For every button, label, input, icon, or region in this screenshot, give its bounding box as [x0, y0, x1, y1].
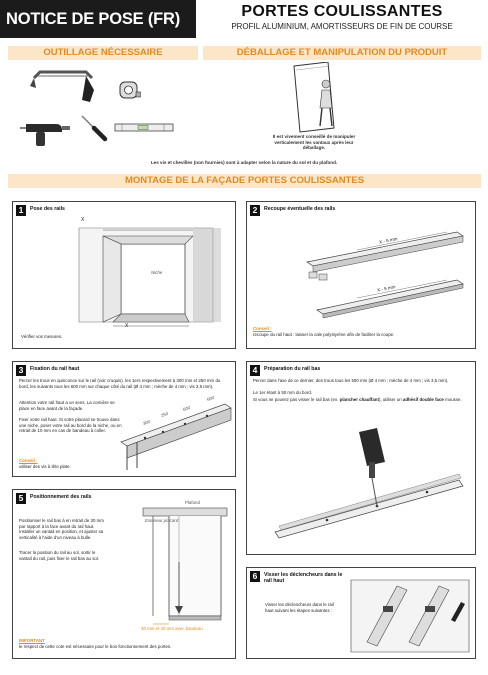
section-outillage: OUTILLAGE NÉCESSAIRE: [8, 46, 198, 60]
step-3-conseil-label: Conseil :: [19, 458, 38, 463]
step-3-text-c: Fixer votre rail haut. Si votre placard se trouve dans une niche, poser votre rail au bord de la niche, ou en retrait de 10 mm en cas de bandeau à coller.: [19, 417, 122, 434]
step-4-text-c: [253, 397, 467, 403]
step-6-box: [246, 567, 476, 659]
step-4-number: 4: [250, 365, 260, 376]
tape-measure-icon: [119, 80, 141, 100]
step-5-exterieur-label: Extérieur placard: [145, 518, 179, 523]
step-1-text: Vérifier vos mesures.: [21, 334, 63, 339]
step-5-text-b: Tracer la position du rail au sol, sortir le vantail du rail, puis fixer le rail bas au sol.: [19, 550, 100, 561]
step-3-text-b: Attention votre rail haut a un sens. La cornière se place en face avant de la façade.: [19, 400, 115, 411]
step-5-important-text: le respect de cette cote est nécessaire pour le bon fonctionnement des portes.: [19, 643, 172, 649]
step-4-text-c-pre: Si vous ne pouvez pas visser le rail bas (ex.: [253, 397, 339, 402]
step-1-niche-label: Niche: [151, 270, 163, 275]
step-3-conseil: [19, 458, 71, 469]
top-rail-diagram: [115, 392, 233, 472]
step-4-text-a: Percer dans l'axe de ce dernier, des trous tous les 500 mm (Ø 4 mm ; mèche de 4 mm ; vis 3,5 mm).: [253, 378, 449, 383]
step-5-text-a: Positionner le rail bas à en retrait de 30 mm par rapport à la face avant du rail haut. Installer un vantail en position, et ajuster sa verticalité à l'aide d'un niveau à bulle.: [19, 518, 104, 541]
step-3-dim-600b: 600: [206, 394, 215, 403]
header: [0, 0, 488, 38]
product-subtitle: PROFIL ALUMINIUM, AMORTISSEURS DE FIN DE COURSE: [231, 22, 453, 31]
drill-icon: [18, 116, 72, 148]
step-1-box: [12, 201, 236, 349]
step-1-number: 1: [16, 205, 26, 216]
step-3-conseil-text: utiliser des vis à tête plate.: [19, 463, 71, 469]
step-2-conseil-text: recoupe du rail haut : laisser la cale polystyrène afin de faciliter la coupe.: [253, 331, 395, 337]
step-6-text: Visser les déclencheurs dans le rail haut suivant les étapes suivantes :: [265, 602, 334, 613]
hacksaw-icon: [28, 66, 100, 108]
step-3-dim-250: 250: [160, 410, 169, 419]
step-3-dim-600a: 600: [182, 404, 191, 413]
step-4-text-c-bold: plancher chauffant: [339, 397, 379, 402]
step-1-title: Pose des rails: [30, 206, 65, 212]
step-4-title: Préparation du rail bas: [264, 366, 321, 372]
step-4-text-c-end: mousse.: [445, 397, 462, 402]
rail-cut-diagram: [297, 222, 467, 322]
deballage-note: Il est vivement conseillé de manipuler verticalement les vantaux après leur déballage.: [272, 134, 356, 151]
section-montage: MONTAGE DE LA FAÇADE PORTES COULISSANTES: [8, 174, 481, 188]
step-2-dim-a: X - 5 mm: [378, 236, 398, 245]
step-3-title: Fixation du rail haut: [30, 366, 80, 372]
step-5-important: [19, 638, 171, 649]
screwdriver-icon: [80, 114, 108, 142]
person-carrying-panel-icon: [284, 62, 344, 134]
level-icon: [114, 122, 174, 134]
product-title-block: [196, 0, 488, 38]
step-3-dim-300: 300: [142, 418, 151, 427]
bottom-rail-drill-diagram: [267, 422, 467, 542]
triggers-diagram: [347, 572, 473, 656]
step-2-conseil-label: Conseil :: [253, 326, 272, 331]
step-1-x-bottom: X: [125, 323, 129, 329]
step-2-dim-b: X - 5 mm: [376, 284, 396, 293]
step-5-important-label: IMPORTANT: [19, 638, 45, 643]
step-5-number: 5: [16, 493, 26, 504]
step-5-dim-label: 30 mm et 40 mm avec bandeau: [141, 626, 203, 631]
step-1-x-top: X: [81, 217, 85, 223]
notice-title: NOTICE DE POSE (FR): [0, 0, 196, 38]
step-4-box: [246, 361, 476, 555]
step-3-box: [12, 361, 236, 477]
step-2-number: 2: [250, 205, 260, 216]
step-4-text-c-bold2: adhésif double face: [402, 397, 444, 402]
step-6-title: Visser les déclencheurs dans le rail haut: [264, 572, 343, 584]
step-6-number: 6: [250, 571, 260, 582]
step-4-text-c-mid: ), utiliser un: [378, 397, 402, 402]
step-2-title: Recoupe éventuelle des rails: [264, 206, 336, 212]
step-3-text-a: Percer les trous en quinconce sur le rail (voir croquis). les 1ers respectivement à 300 mm et 250 mm du bord, les suivants tous les 600 mm sur chaque côté du rail (Ø 4 mm ; mèche de 4 mm ; vis 3,5 mm).: [19, 378, 221, 389]
section-deballage: DÉBALLAGE ET MANIPULATION DU PRODUIT: [203, 46, 481, 60]
step-4-text-b: Le 1er étant à 50 mm du bord.: [253, 390, 313, 395]
step-5-box: [12, 489, 236, 659]
step-5-plafond-label: Plafond: [185, 500, 200, 505]
product-title: PORTES COULISSANTES: [241, 3, 443, 20]
step-2-box: [246, 201, 476, 349]
step-5-title: Positionnement des rails: [30, 494, 92, 500]
step-2-conseil: [253, 326, 394, 337]
screws-note: Les vis et chevilles (non fournies) sont à adapter selon la nature du sol et du plafond.: [150, 160, 338, 165]
step-3-number: 3: [16, 365, 26, 376]
niche-diagram: [73, 218, 223, 328]
